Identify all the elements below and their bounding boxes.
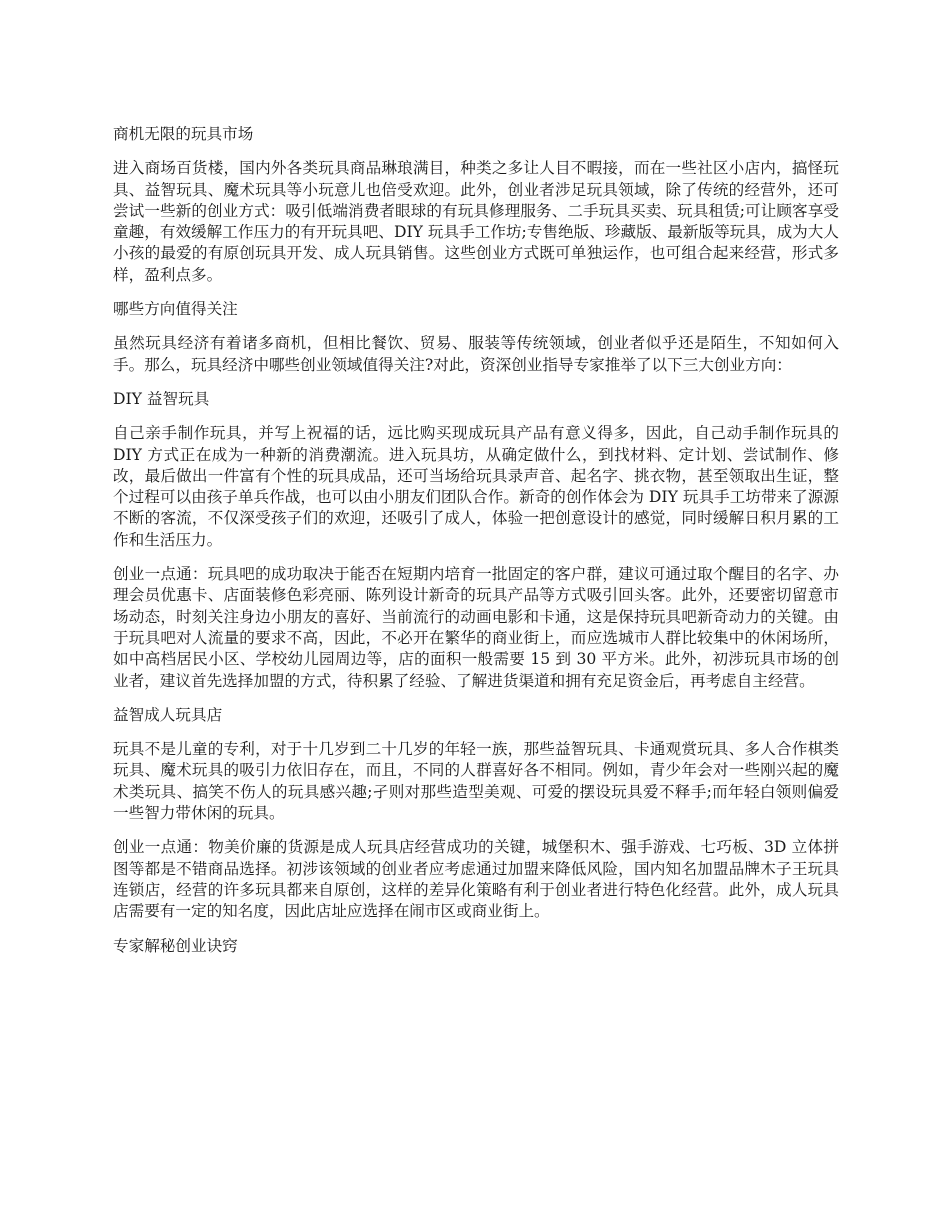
section-heading: 益智成人玩具店	[113, 705, 223, 724]
paragraph: 创业一点通：玩具吧的成功取决于能否在短期内培育一批固定的客户群，建议可通过取个醒目的名字、办理会员优惠卡、店面装修色彩亮丽、陈列设计新奇的玩具产品等方式吸引回头客。此外，还要密切留意市场动态，时刻关注身边小朋友的喜好、当前流行的动画电影和卡通，这是保持玩具吧新奇动力的关键。由于玩具吧对人流量的要求不高，因此，不必开在繁华的商业街上，而应选城市人群比较集中的休闲场所，如中高档居民小区、学校幼儿园周边等，店的面积一般需要 15 到 30 平方米。此外，初涉玩具市场的创业者，建议首先选择加盟的方式，待积累了经验、了解进货渠道和拥有充足资金后，再考虑自主经营。	[113, 565, 839, 690]
section-heading: 哪些方向值得关注	[113, 300, 238, 319]
paragraph: 进入商场百货楼，国内外各类玩具商品琳琅满目，种类之多让人目不暇接，而在一些社区小店内，搞怪玩具、益智玩具、魔术玩具等小玩意儿也倍受欢迎。此外，创业者涉足玩具领域，除了传统的经营外，还可尝试一些新的创业方式：吸引低端消费者眼球的有玩具修理服务、二手玩具买卖、玩具租赁;可让顾客享受童趣，有效缓解工作压力的有开玩具吧、DIY 玩具手工作坊;专售绝版、珍藏版、最新版等玩具，成为大人小孩的最爱的有原创玩具开发、成人玩具销售。这些创业方式既可单独运作，也可组合起来经营，形式多样，盈利点多。	[113, 159, 839, 284]
section-heading: 商机无限的玩具市场	[113, 125, 254, 143]
paragraph: 创业一点通：物美价廉的货源是成人玩具店经营成功的关键，城堡积木、强手游戏、七巧板、3D 立体拼图等都是不错商品选择。初涉该领域的创业者应考虑通过加盟来降低风险，国内知名加盟品牌木子王玩具连锁店，经营的许多玩具都来自原创，这样的差异化策略有利于创业者进行特色化经营。此外，成人玩具店需要有一定的知名度，因此店址应选择在闹市区或商业街上。	[113, 838, 839, 921]
document-body	[113, 124, 839, 970]
paragraph: 虽然玩具经济有着诸多商机，但相比餐饮、贸易、服装等传统领域，创业者似乎还是陌生，不知如何入手。那么，玩具经济中哪些创业领域值得关注?对此，资深创业指导专家推举了以下三大创业方向：	[113, 334, 839, 374]
section-heading: DIY 益智玩具	[113, 389, 210, 408]
paragraph: 玩具不是儿童的专利，对于十几岁到二十几岁的年轻一族，那些益智玩具、卡通观赏玩具、多人合作棋类玩具、魔术玩具的吸引力依旧存在，而且，不同的人群喜好各不相同。例如，青少年会对一些刚兴起的魔术类玩具、搞笑不伤人的玩具感兴趣;孑则对那些造型美观、可爱的摆设玩具爱不释手;而年轻白领则偏爱一些智力带休闲的玩具。	[113, 740, 839, 823]
section-heading: 专家解秘创业诀窍	[113, 936, 238, 955]
paragraph: 自己亲手制作玩具，并写上祝福的话，远比购买现成玩具产品有意义得多，因此，自己动手制作玩具的 DIY 方式正在成为一种新的消费潮流。进入玩具坊，从确定做什么，到找材料、定计划、尝试制作、修改，最后做出一件富有个性的玩具成品，还可当场给玩具录声音、起名字、挑衣物，甚至领取出生证，整个过程可以由孩子单兵作战，也可以由小朋友们团队合作。新奇的创作体会为 DIY 玩具手工坊带来了源源不断的客流，不仅深受孩子们的欢迎，还吸引了成人，体验一把创意设计的感觉，同时缓解日积月累的工作和生活压力。	[113, 424, 839, 549]
